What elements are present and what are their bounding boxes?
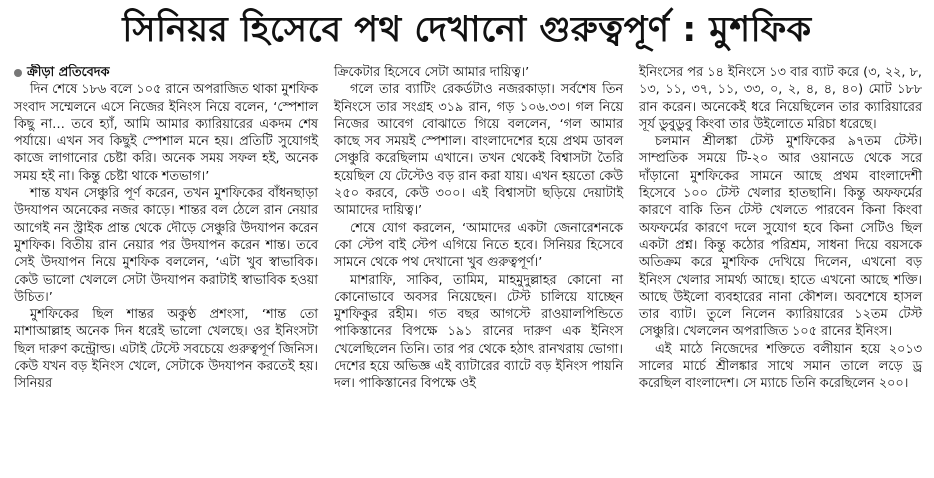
column-3 <box>631 64 930 476</box>
paragraph: মাশরাফি, সাকিব, তামিম, মাহমুদুল্লাহর কোনো না কোনোভাবে অবসর নিয়েছেন। টেস্ট চালিয়ে যাচ্ছেন মুশফিকুর রহীম। গত বছর আগস্টে রাওয়ালপিন্ডিতে পাকিস্তানের বিপক্ষে ১৯১ রানের দারুণ এক ইনিংস খেলেছিলেন তিনি। তার পর থেকে হঠাৎ রানখরায় ভোগা। দেশের হয়ে অভিজ্ঞ এই ব্যাটারের ব্যাটে বড় ইনিংস পায়নি দল। পাকিস্তানের বিপক্ষে ওই <box>334 272 623 392</box>
paragraph: গলে তার ব্যাটিং রেকর্ডটাও নজরকাড়া। সর্বশেষ তিন ইনিংসে তার সংগ্রহ ৩১৯ রান, গড় ১০৬.৩৩। গল নিয়ে নিজের আবেগ বোঝাতে গিয়ে বললেন, ‘গল আমার কাছে সব সময়ই স্পেশাল। বাংলাদেশের হয়ে প্রথম ডাবল সেঞ্চুরি করেছিলাম এখানে। তখন থেকেই বিশ্বাসটা তৈরি হয়েছিল যে টেস্টেও বড় রান করা যায়। এখন হয়তো কেউ ২৫০ করবে, কেউ ৩০০। এই বিশ্বাসটা ছড়িয়ে দেয়াটাই আমাদের দায়িত্ব।’ <box>334 82 623 219</box>
paragraph: শান্ত যখন সেঞ্চুরি পূর্ণ করেন, তখন মুশফিকের বাঁধনছাড়া উদযাপন অনেকের নজর কাড়ে। শান্তর বল ঠেলে রান নেয়ার আগেই নন স্ট্রাইক প্রান্ত থেকে দৌড়ে সেঞ্চুরি উদযাপন করেন মুশফিক। বিতীয় রান নেয়ার পর উদযাপন করেন শান্ত। তবে সেই উদযাপন নিয়ে মুশফিক বললেন, ‘এটা খুব স্বাভাবিক। কেউ ভালো খেললে সেটা উদযাপন করাটাই স্বাভাবিক হওয়া উচিত।’ <box>14 186 318 305</box>
paragraph: ক্রিকেটার হিসেবে সেটা আমার দায়িত্ব।’ <box>334 65 530 80</box>
column-2 <box>326 64 631 476</box>
paragraph: মুশফিকের ছিল শান্তর অকুণ্ঠ প্রশংসা, ‘শান্ত তো মাশাআল্লাহ অনেক দিন ধরেই ভালো খেলছে। ওর ইনিংসটা ছিল দারুণ কন্ট্রোল্ড। এটাই টেস্টে সবচেয়ে গুরুত্বপূর্ণ জিনিস। কেউ যখন বড় ইনিংস খেলে, সেটাকে উদযাপন করতেই হয়। সিনিয়র <box>14 307 318 392</box>
byline <box>14 64 318 81</box>
headline: সিনিয়র হিসেবে পথ দেখানো গুরুত্বপূর্ণ : মুশফিক <box>122 9 812 50</box>
paragraph: চলমান শ্রীলঙ্কা টেস্ট মুশফিকের ৯৭তম টেস্ট। সাম্প্রতিক সময়ে টি-২০ আর ওয়ানডে থেকে সরে দাঁড়ানো মুশফিকের সামনে আছে প্রথম বাংলাদেশী হিসেবে ১০০ টেস্ট খেলার হাতছানি। কিন্তু অফফর্মের কারণে বাকি তিন টেস্ট খেলতে পারবেন কিনা কিংবা অফফর্মের কারণে দলে সুযোগ হবে কিনা সেটিও ছিল একটা প্রশ্ন। কিন্তু কঠোর পরিশ্রম, সাধনা দিয়ে বয়সকে অতিক্রম করে মুশফিক দেখিয়ে দিলেন, এখনো বড় ইনিংস খেলার সামর্থ্য আছে। হাতে এখনো আছে শক্তি। আছে উইলো ব্যবহারের নানা কৌশল। অবশেষে হাসল তার ব্যাট। তুলে নিলেন ক্যারিয়ারের ১২তম টেস্ট সেঞ্চুরি। খেললেন অপরাজিত ১০৫ রানের ইনিংস। <box>639 134 922 340</box>
paragraph: শেষে যোগ করলেন, ‘আমাদের একটা জেনারেশনকে কো স্টেপ বাই স্টেপ এগিয়ে নিতে হবে। সিনিয়র হিসেবে সামনে থেকে পথ দেখানো খুব গুরুত্বপূর্ণ।’ <box>334 220 623 271</box>
paragraph: এই মাঠে নিজেদের শক্তিতে বলীয়ান হয়ে ২০১৩ সালের মার্চে শ্রীলঙ্কার সাথে সমান তালে লড়ে ড্র করেছিল বাংলাদেশ। সে ম্যাচে তিনি করেছিলেন ২০০। <box>639 341 922 392</box>
article-body <box>6 64 930 476</box>
bullet-icon <box>14 69 22 77</box>
byline-text: ক্রীড়া প্রতিবেদক <box>27 65 110 80</box>
paragraph: ইনিংসের পর ১৪ ইনিংসে ১৩ বার ব্যাট করে (৩, ২২, ৮, ১৩, ১১, ৩৭, ১১, ৩৩, ০, ২, ৪, ৪, ৪০) মোট ১৮৮ রান করেন। অনেকেই ধরে নিয়েছিলেন তার ক্যারিয়ারের সূর্য ডুবুডুবু কিংবা তার উইলোতে মরিচা ধরেছে। <box>639 65 922 132</box>
paragraph: দিন শেষে ১৮৬ বলে ১০৫ রানে অপরাজিত থাকা মুশফিক সংবাদ সম্মেলনে এসে নিজের ইনিংস নিয়ে বলেন, ‘স্পেশাল কিছু না… তবে হ্যাঁ, আমি আমার ক্যারিয়ারের একদম শেষ পর্যায়ে। এখন সব কিছুই স্পেশাল মনে হয়। প্রতিটি সুযোগই কাজে লাগানোর চেষ্টা করি। অনেক সময় সফল হই, অনেক সময় হই না। কিন্তু চেষ্টা থাকে শতভাগ।’ <box>14 82 318 184</box>
column-1 <box>6 64 326 476</box>
